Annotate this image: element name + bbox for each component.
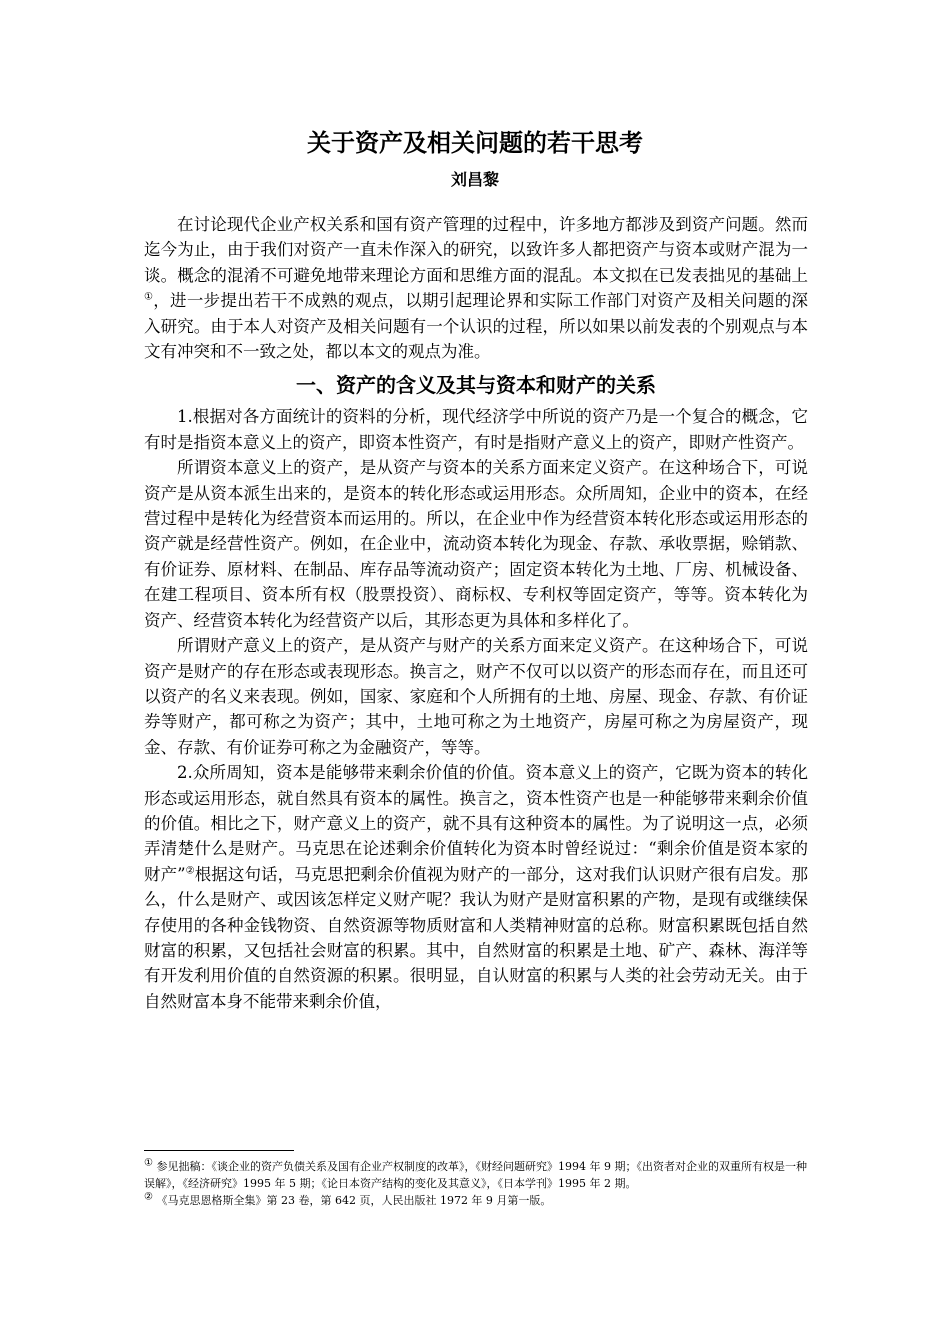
footnote-1 <box>144 1158 810 1192</box>
article-title: 关于资产及相关问题的若干思考 <box>307 129 643 157</box>
section1-paragraph-4: 2.众所周知，资本是能够带来剩余价值的价值。资本意义上的资产，它既为资本的转化形态或运用形态，就自然具有资本的属性。换言之，资本性资产也是一种能够带来剩余价值的价值。相比之下，财产意义上的资产，就不具有这种资本的属性。为了说明这一点，必须弄清楚什么是财产。马克思在论述剩余价值转化为资本时曾经说过：“剩余价值是资本家的财产”②根据这句话，马克思把剩余价值视为财产的一部分，这对我们认识财产很有启发。那么，什么是财产、或因该怎样定义财产呢？我认为财产是财富积累的产物，是现有或继续保存使用的各种金钱物资、自然资源等物质财富和人类精神财富的总称。财富积累既包括自然财富的积累，又包括社会财富的积累。其中，自然财富的积累是土地、矿产、森林、海洋等有开发利用价值的自然资源的积累。很明显，自认财富的积累与人类的社会劳动无关。由于自然财富本身不能带来剩余价值， <box>144 763 809 1011</box>
section-heading-1: 一、资产的含义及其与资本和财产的关系 <box>296 373 656 398</box>
footnote-text-2: 《马克思恩格斯全集》第 23 卷，第 642 页，人民出版社 1972 年 9 月第一版。 <box>156 1194 552 1207</box>
article-author: 刘昌黎 <box>450 170 499 189</box>
section1-paragraph-1: 1.根据对各方面统计的资料的分析，现代经济学中所说的资产乃是一个复合的概念，它有时是指资本意义上的资产，即资本性资产，有时是指财产意义上的资产，即财产性资产。 <box>144 407 808 452</box>
footnote-ref-1[interactable]: ① <box>144 291 154 303</box>
footnote-ref-2[interactable]: ② <box>185 865 195 877</box>
article-body <box>144 212 808 1014</box>
footnotes <box>144 1158 810 1209</box>
footnote-mark-1: ① <box>144 1157 153 1169</box>
section1-paragraph-2: 所谓资本意义上的资产，是从资产与资本的关系方面来定义资产。在这种场合下，可说资产是从资本派生出来的，是资本的转化形态或运用形态。众所周知，企业中的资本，在经营过程中是转化为经营资本而运用的。所以，在企业中作为经营资本转化形态或运用形态的资产就是经营性资产。例如，在企业中，流动资本转化为现金、存款、承收票据，赊销款、有价证券、原材料、在制品、库存品等流动资产；固定资本转化为土地、厂房、机械设备、在建工程项目、资本所有权（股票投资）、商标权、专利权等固定资产，等等。资本转化为资产、经营资本转化为经营资产以后，其形态更为具体和多样化了。 <box>144 458 808 630</box>
section1-paragraph-3: 所谓财产意义上的资产，是从资产与财产的关系方面来定义资产。在这种场合下，可说资产是财产的存在形态或表现形态。换言之，财产不仅可以以资产的形态而存在，而且还可以资产的名义来表现。例如，国家、家庭和个人所拥有的土地、房屋、现金、存款、有价证券等财产，都可称之为资产；其中，土地可称之为土地资产，房屋可称之为房屋资产，现金、存款、有价证券可称之为金融资产，等等。 <box>144 636 808 757</box>
intro-paragraph: 在讨论现代企业产权关系和国有资产管理的过程中，许多地方都涉及到资产问题。然而迄今为止，由于我们对资产一直未作深入的研究，以致许多人都把资产与资本或财产混为一谈。概念的混淆不可避免地带来理论方面和思维方面的混乱。本文拟在已发表拙见的基础上①，进一步提出若干不成熟的观点，以期引起理论界和实际工作部门对资产及相关问题的深入研究。由于本人对资产及相关问题有一个认识的过程，所以如果以前发表的个别观点与本文有冲突和不一致之处，都以本文的观点为准。 <box>144 215 809 362</box>
footnote-separator <box>144 1150 294 1151</box>
footnote-mark-2: ② <box>144 1191 153 1203</box>
footnote-text-1: 参见拙稿：《谈企业的资产负债关系及国有企业产权制度的改革》，《财经问题研究》1994 年 9 期；《出资者对企业的双重所有权是一种误解》，《经济研究》1995 年 5 期；《论日本资产结构的变化及其意义》，《日本学刊》1995 年 2 期。 <box>144 1160 807 1190</box>
footnote-2 <box>144 1192 810 1209</box>
